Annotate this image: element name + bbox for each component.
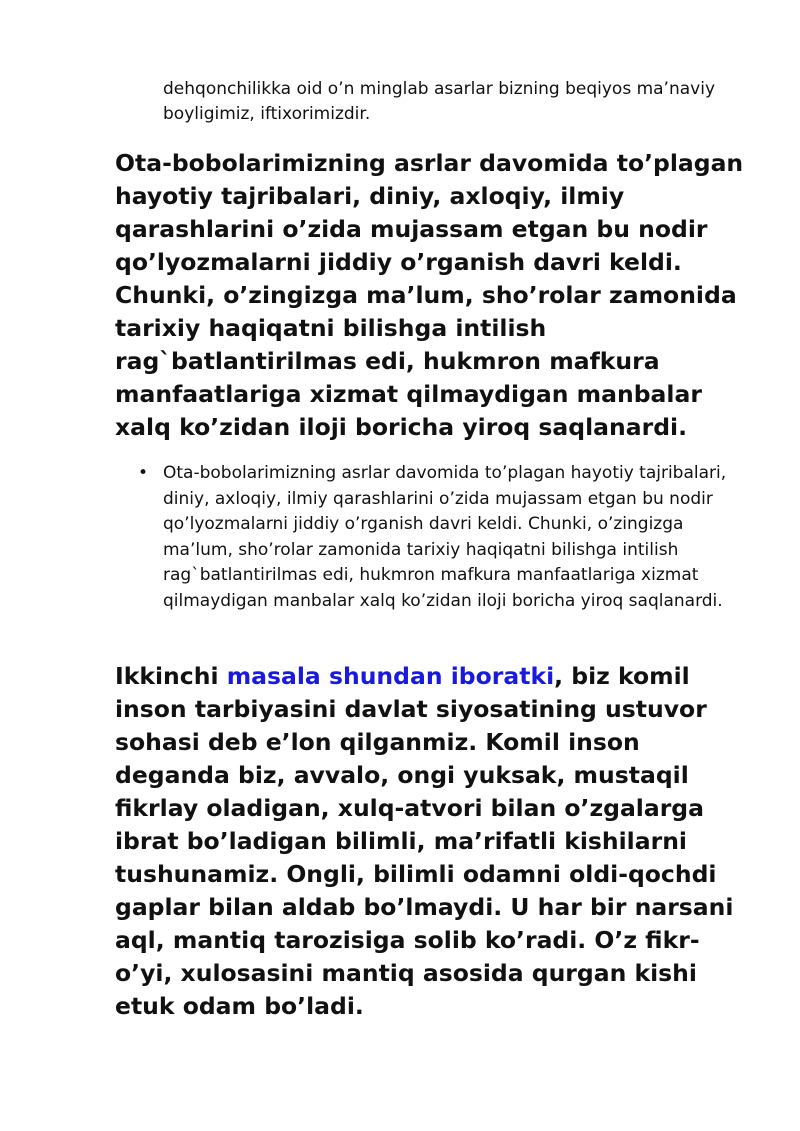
bullet-icon: • xyxy=(138,463,149,483)
paragraph-suffix: , biz komil inson tarbiyasini davlat siyosatining ustuvor sohasi deb e’lon qilganmiz. Komil inson deganda biz, avvalo, ongi yuksak, mustaqil fikrlay oladigan, xulq-atvori bilan o’zgalarga ibrat bo’ladigan bilimli, ma’rifatli kishilarni tushunamiz. Ongli, bilimli odamni oldi-qochdi gaplar bilan aldab bo’lmaydi. U har bir narsani aql, mantiq tarozisiga solib ko’radi. O’z fikr-o’yi, xulosasini mantiq asosida qurgan kishi etuk odam bo’ladi. xyxy=(115,662,734,1020)
list-item-text: Ota-bobolarimizning asrlar davomida to’plagan hayotiy tajribalari, diniy, axloqiy, ilmiy qarashlarini o’zida mujassam etgan bu nodir qo’lyozmalarni jiddiy o’rganish davri keldi. Chunki, o’zingizga ma’lum, sho’rolar zamonida tarixiy haqiqatni bilishga intilish rag`batlantirilmas edi, hukmron mafkura manfaatlariga xizmat qilmaydigan manbalar xalq ko’zidan iloji boricha yiroq saqlanardi. xyxy=(163,463,727,611)
bullet-list xyxy=(135,461,755,614)
bold-paragraph-heritage: Ota-bobolarimizning asrlar davomida to’plagan hayotiy tajribalari, diniy, axloqiy, ilmiy qarashlarini o’zida mujassam etgan bu nodir qo’lyozmalarni jiddiy o’rganish davri keldi. Chunki, o’zingizga ma’lum, sho’rolar zamonida tarixiy haqiqatni bilishga intilish rag`batlantirilmas edi, hukmron mafkura manfaatlariga xizmat qilmaydigan manbalar xalq ko’zidan iloji boricha yiroq saqlanardi. xyxy=(115,149,744,441)
bold-paragraph-komil-inson xyxy=(115,660,755,1023)
list-item xyxy=(135,461,755,614)
masala-link[interactable]: masala shundan iboratki xyxy=(226,662,555,690)
intro-paragraph: dehqonchilikka oid o’n minglab asarlar bizning beqiyos ma’naviy boyligimiz, iftixorimizdir. xyxy=(163,79,716,124)
paragraph-prefix: Ikkinchi xyxy=(115,662,227,690)
